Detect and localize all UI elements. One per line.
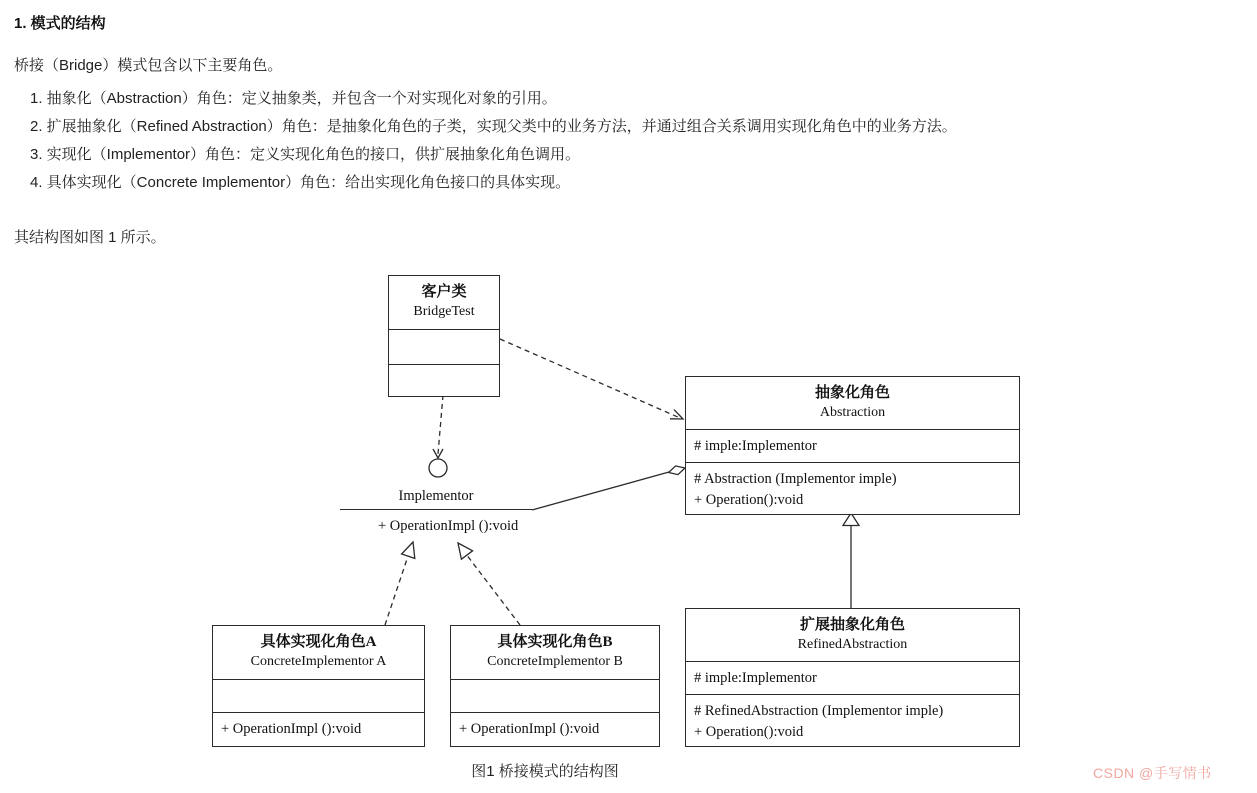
class-name-en: RefinedAbstraction [797,637,908,652]
operation-text: + OperationImpl ():void [459,721,600,737]
attributes-compartment [686,429,1019,462]
operation-text: + Operation():void [694,492,804,508]
realization-line-b [466,554,520,625]
class-box-abstraction [685,376,1020,515]
class-name-en: ConcreteImplementor B [487,654,623,669]
roles-list [0,85,1257,197]
interface-lollipop-circle [429,459,447,477]
class-name-cn: 抽象化角色 [814,385,890,401]
dependency-arrowhead-client-abstraction [670,410,683,419]
interface-operation: + OperationImpl ():void [378,518,519,534]
figure-lead-paragraph: 其结构图如图 1 所示。 [14,229,166,246]
empty-operations-compartment [389,364,499,396]
class-name-en: Abstraction [819,405,886,420]
empty-attributes-compartment [389,329,499,364]
interface-name: Implementor [340,486,532,510]
csdn-watermark: CSDN @手写情书 [1093,765,1212,781]
realization-triangle-a [402,542,415,558]
uml-class-diagram [0,268,1257,793]
attribute-text: # imple:Implementor [694,438,817,454]
class-box-client [388,275,500,397]
operations-compartment [686,694,1019,746]
operations-compartment [686,462,1019,514]
class-name-en: ConcreteImplementor A [250,654,387,669]
dependency-line-client-implementor [438,395,443,454]
figure-caption: 图1 桥接模式的结构图 [471,763,619,780]
class-box-refined-abstraction [685,608,1020,747]
operation-text: # RefinedAbstraction (Implementor imple) [694,703,944,719]
dependency-line-client-abstraction [500,339,680,418]
interface-implementor [340,486,532,536]
class-name-cn: 客户类 [421,284,467,300]
class-name-cn: 具体实现化角色B [497,634,613,650]
realization-line-a [385,556,408,625]
role-item-concrete-implementor: 4. 具体实现化（Concrete Implementor）角色：给出实现化角色接口的具体实现。 [30,174,571,191]
empty-attributes-compartment [213,679,424,712]
operation-text: # Abstraction (Implementor imple) [694,471,897,487]
role-item-refined-abstraction: 2. 扩展抽象化（Refined Abstraction）角色：是抽象化角色的子类，实现父类中的业务方法，并通过组合关系调用实现化角色中的业务方法。 [30,118,957,135]
empty-attributes-compartment [451,679,659,712]
class-box-concrete-implementor-b [450,625,660,747]
attribute-text: # imple:Implementor [694,670,817,686]
operations-compartment [451,712,659,746]
class-box-concrete-implementor-a [212,625,425,747]
role-item-implementor: 3. 实现化（Implementor）角色：定义实现化角色的接口，供扩展抽象化角色调用。 [30,146,581,163]
class-name-en: BridgeTest [413,304,475,319]
operation-text: + OperationImpl ():void [221,721,362,737]
operations-compartment [213,712,424,746]
role-item-abstraction: 1. 抽象化（Abstraction）角色：定义抽象类，并包含一个对实现化对象的引用。 [30,90,557,107]
operation-text: + Operation():void [694,724,804,740]
aggregation-line [532,472,669,510]
section-heading: 1. 模式的结构 [14,15,106,32]
class-name-cn: 具体实现化角色A [260,634,377,650]
class-name-cn: 扩展抽象化角色 [799,617,905,633]
intro-paragraph: 桥接（Bridge）模式包含以下主要角色。 [14,57,283,74]
aggregation-diamond [669,466,685,475]
realization-triangle-b [458,543,473,559]
attributes-compartment [686,661,1019,694]
